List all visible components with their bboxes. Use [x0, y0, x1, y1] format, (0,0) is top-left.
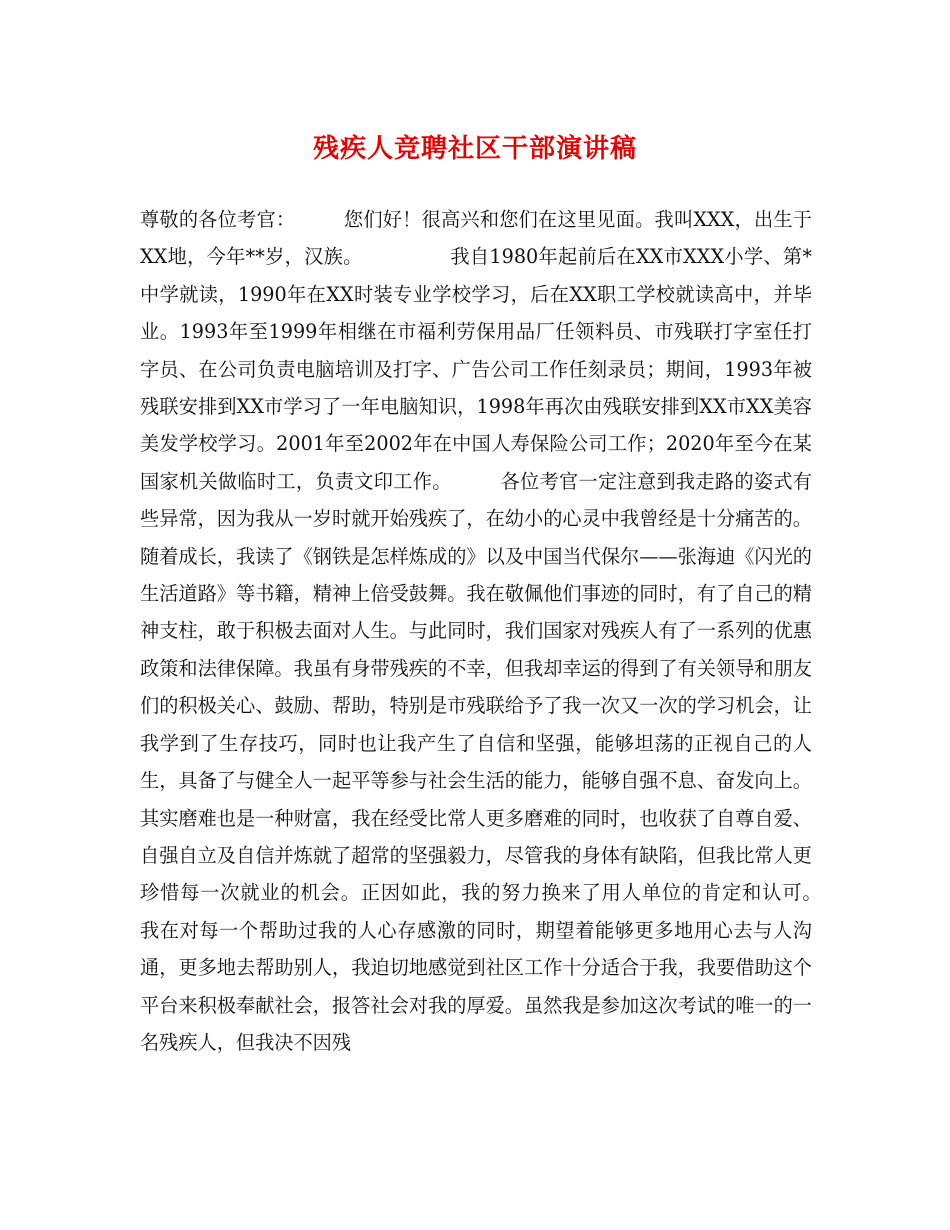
document-title: 残疾人竞聘社区干部演讲稿 — [312, 134, 637, 164]
document-body: 尊敬的各位考官： 您们好！很高兴和您们在这里见面。我叫XXX，出生于XX地，今年**岁，汉族。 我自1980年起前后在XX市XXX小学、第*中学就读，1990年在XX时装专业学校学习，后在XX职工学校就读高中，并毕业。1993年至1999年相继在市福利劳保用品厂任领料员、市残联打字室任打字员、在公司负责电脑培训及打字、广告公司工作任刻录员；期间，1993年被残联安排到XX市学习了一年电脑知识，1998年再次由残联安排到XX市XX美容美发学校学习。2001年至2002年在中国人寿保险公司工作；2020年至今在某国家机关做临时工，负责文印工作。 各位考官一定注意到我走路的姿式有些异常，因为我从一岁时就开始残疾了，在幼小的心灵中我曾经是十分痛苦的。随着成长，我读了《钢铁是怎样炼成的》以及中国当代保尔——张海迪《闪光的生活道路》等书籍，精神上倍受鼓舞。我在敬佩他们事迹的同时，有了自己的精神支柱，敢于积极去面对人生。与此同时，我们国家对残疾人有了一系列的优惠政策和法律保障。我虽有身带残疾的不幸，但我却幸运的得到了有关领导和朋友们的积极关心、鼓励、帮助，特别是市残联给予了我一次又一次的学习机会，让我学到了生存技巧，同时也让我产生了自信和坚强，能够坦荡的正视自己的人生，具备了与健全人一起平等参与社会生活的能力，能够自强不息、奋发向上。其实磨难也是一种财富，我在经受比常人更多磨难的同时，也收获了自尊自爱、自强自立及自信并炼就了超常的坚强毅力，尽管我的身体有缺陷，但我比常人更珍惜每一次就业的机会。正因如此，我的努力换来了用人单位的肯定和认可。 我在对每一个帮助过我的人心存感激的同时，期望着能够更多地用心去与人沟通，更多地去帮助别人，我迫切地感觉到社区工作十分适合于我，我要借助这个平台来积极奉献社会，报答社会对我的厚爱。虽然我是参加这次考试的唯一的一名残疾人，但我决不因残 — [140, 208, 870, 1054]
